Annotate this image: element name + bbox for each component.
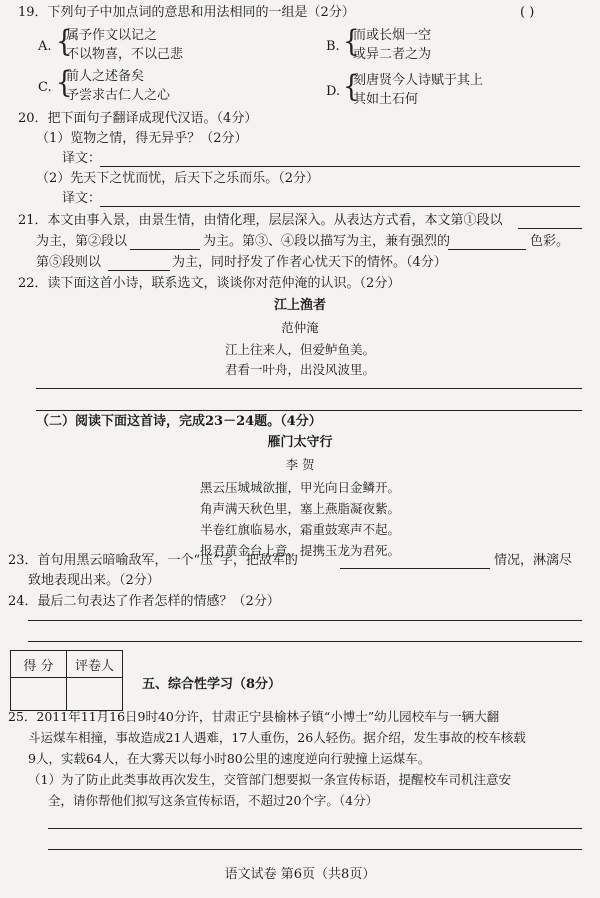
score-box-score-label: 得 分 — [11, 651, 67, 678]
q20-sub2: （2）先天下之忧而忧，后天下之乐而乐。（2分） — [36, 171, 320, 186]
section2-heading: （二）阅读下面这首诗，完成23－24题。（4分） — [36, 414, 322, 429]
q20-answer-line-2[interactable] — [100, 206, 580, 207]
q19-stem: 19．下列句子中加点词的意思和用法相同的一组是（2分） — [18, 5, 355, 20]
q19-option-b-brace: { — [343, 24, 360, 60]
q21-line1: 21．本文由事入景，由景生情，由情化理，层层深入。从表达方式看，本文第①段以 — [18, 213, 503, 228]
q21-line2-a: 为主，第②段以 — [36, 234, 128, 249]
q23-blank[interactable] — [340, 568, 490, 569]
q22-stem: 22．读下面这首小诗，联系选文，谈谈你对范仲淹的认识。（2分） — [18, 276, 401, 291]
q21-line2-b: 为主。第③、④段以描写为主，兼有强烈的 — [203, 234, 451, 249]
page-footer: 语文试卷 第6页（共8页） — [224, 867, 376, 882]
q21-blank-1[interactable] — [518, 228, 582, 229]
q22-poem-author: 范仲淹 — [281, 320, 319, 335]
q19-option-d-line1: 刻唐贤今人诗赋于其上 — [353, 73, 484, 88]
q25-sub1-line1: （1）为了防止此类事故再次发生，交管部门想要拟一条宣传标语，提醒校车司机注意安 — [28, 772, 511, 787]
section2-poem-title: 雁门太守行 — [267, 435, 333, 450]
section2-poem-line: 半卷红旗临易水，霜重鼓寒声不起。 — [199, 522, 400, 537]
q24-answer-line-1[interactable] — [28, 620, 582, 621]
q25-line3: 9人，实载64人，在大雾天以每小时80公里的速度逆向行驶撞上运煤车。 — [28, 751, 431, 766]
q23-line1-b: 情况，淋漓尽 — [494, 553, 573, 568]
q21-line3-b: 为主，同时抒发了作者心忧天下的情怀。（4分） — [172, 255, 447, 270]
q19-option-d-line2: 其如土石何 — [353, 92, 419, 107]
q25-line1: 25．2011年11月16日9时40分许，甘肃正宁县榆林子镇“小博士”幼儿园校车与一辆大翻 — [8, 709, 500, 724]
q19-option-a-line1: 属予作文以记之 — [66, 28, 158, 43]
q20-yiwen-label-2: 译文： — [62, 191, 102, 206]
q23-line2: 致地表现出来。（2分） — [28, 573, 160, 588]
q25-sub1-line2: 全，请你帮他们拟写这条宣传标语，不超过20个字。（4分） — [48, 793, 379, 808]
q19-option-d-brace: { — [343, 69, 360, 105]
score-box-grader-label: 评卷人 — [67, 651, 123, 678]
q19-option-d-label: D. — [326, 84, 341, 99]
score-box-grader-cell[interactable] — [67, 678, 123, 711]
section2-poem-author: 李 贺 — [285, 457, 315, 472]
section2-poem-line: 报君黄金台上意，提携玉龙为君死。 — [199, 543, 400, 558]
q25-line2: 斗运煤车相撞，事故造成21人遇难，17人重伤，26人轻伤。据介绍，发生事故的校车核载 — [28, 730, 526, 745]
q19-option-c-label: C. — [38, 80, 52, 95]
q19-option-a-brace: { — [56, 24, 73, 60]
q21-line3-a: 第⑤段则以 — [36, 255, 102, 270]
score-box-score-cell[interactable] — [11, 678, 67, 711]
q23-line1-a: 23．首句用黑云暗喻敌军，一个“压”字，把敌军的 — [8, 553, 298, 568]
q20-yiwen-label-1: 译文： — [62, 151, 102, 166]
q24-answer-line-2[interactable] — [28, 641, 582, 642]
q21-blank-3[interactable] — [448, 249, 526, 250]
q19-option-c-line1: 前人之述备矣 — [66, 69, 145, 84]
q22-poem-line1: 江上往来人，但爱鲈鱼美。 — [224, 342, 375, 357]
q22-answer-line-2[interactable] — [36, 410, 582, 411]
section2-poem-line: 黑云压城城欲摧，甲光向日金鳞开。 — [199, 480, 400, 495]
q24-stem: 24．最后二句表达了作者怎样的情感？（2分） — [8, 594, 280, 609]
q19-option-a-line2: 不以物喜，不以己悲 — [66, 47, 184, 62]
q19-option-c-line2: 予尝求古仁人之心 — [66, 88, 171, 103]
q25-answer-line-2[interactable] — [48, 849, 582, 850]
score-box — [10, 650, 123, 711]
q19-option-a-label: A. — [38, 39, 52, 54]
q25-answer-line-1[interactable] — [48, 828, 582, 829]
q20-sub1: （1）览物之情，得无异乎？（2分） — [36, 131, 248, 146]
q20-answer-line-1[interactable] — [100, 166, 580, 167]
q21-blank-2[interactable] — [130, 249, 200, 250]
q22-answer-line-1[interactable] — [36, 388, 582, 389]
q22-poem-line2: 君看一叶舟，出没风波里。 — [224, 362, 375, 377]
q19-answer-paren: ( ) — [520, 5, 535, 20]
q22-poem-title: 江上渔者 — [273, 298, 326, 313]
section2-poem-line: 角声满天秋色里，塞上燕脂凝夜紫。 — [199, 501, 400, 516]
q20-stem: 20．把下面句子翻译成现代汉语。（4分） — [18, 111, 258, 126]
q19-option-b-label: B. — [326, 39, 340, 54]
q19-option-b-line1: 而或长烟一空 — [353, 28, 432, 43]
section5-heading: 五、综合性学习（8分） — [142, 677, 282, 692]
q19-option-c-brace: { — [56, 65, 73, 101]
q21-line2-c: 色彩。 — [530, 234, 570, 249]
q21-blank-4[interactable] — [108, 270, 170, 271]
q19-option-b-line2: 或异二者之为 — [353, 47, 432, 62]
